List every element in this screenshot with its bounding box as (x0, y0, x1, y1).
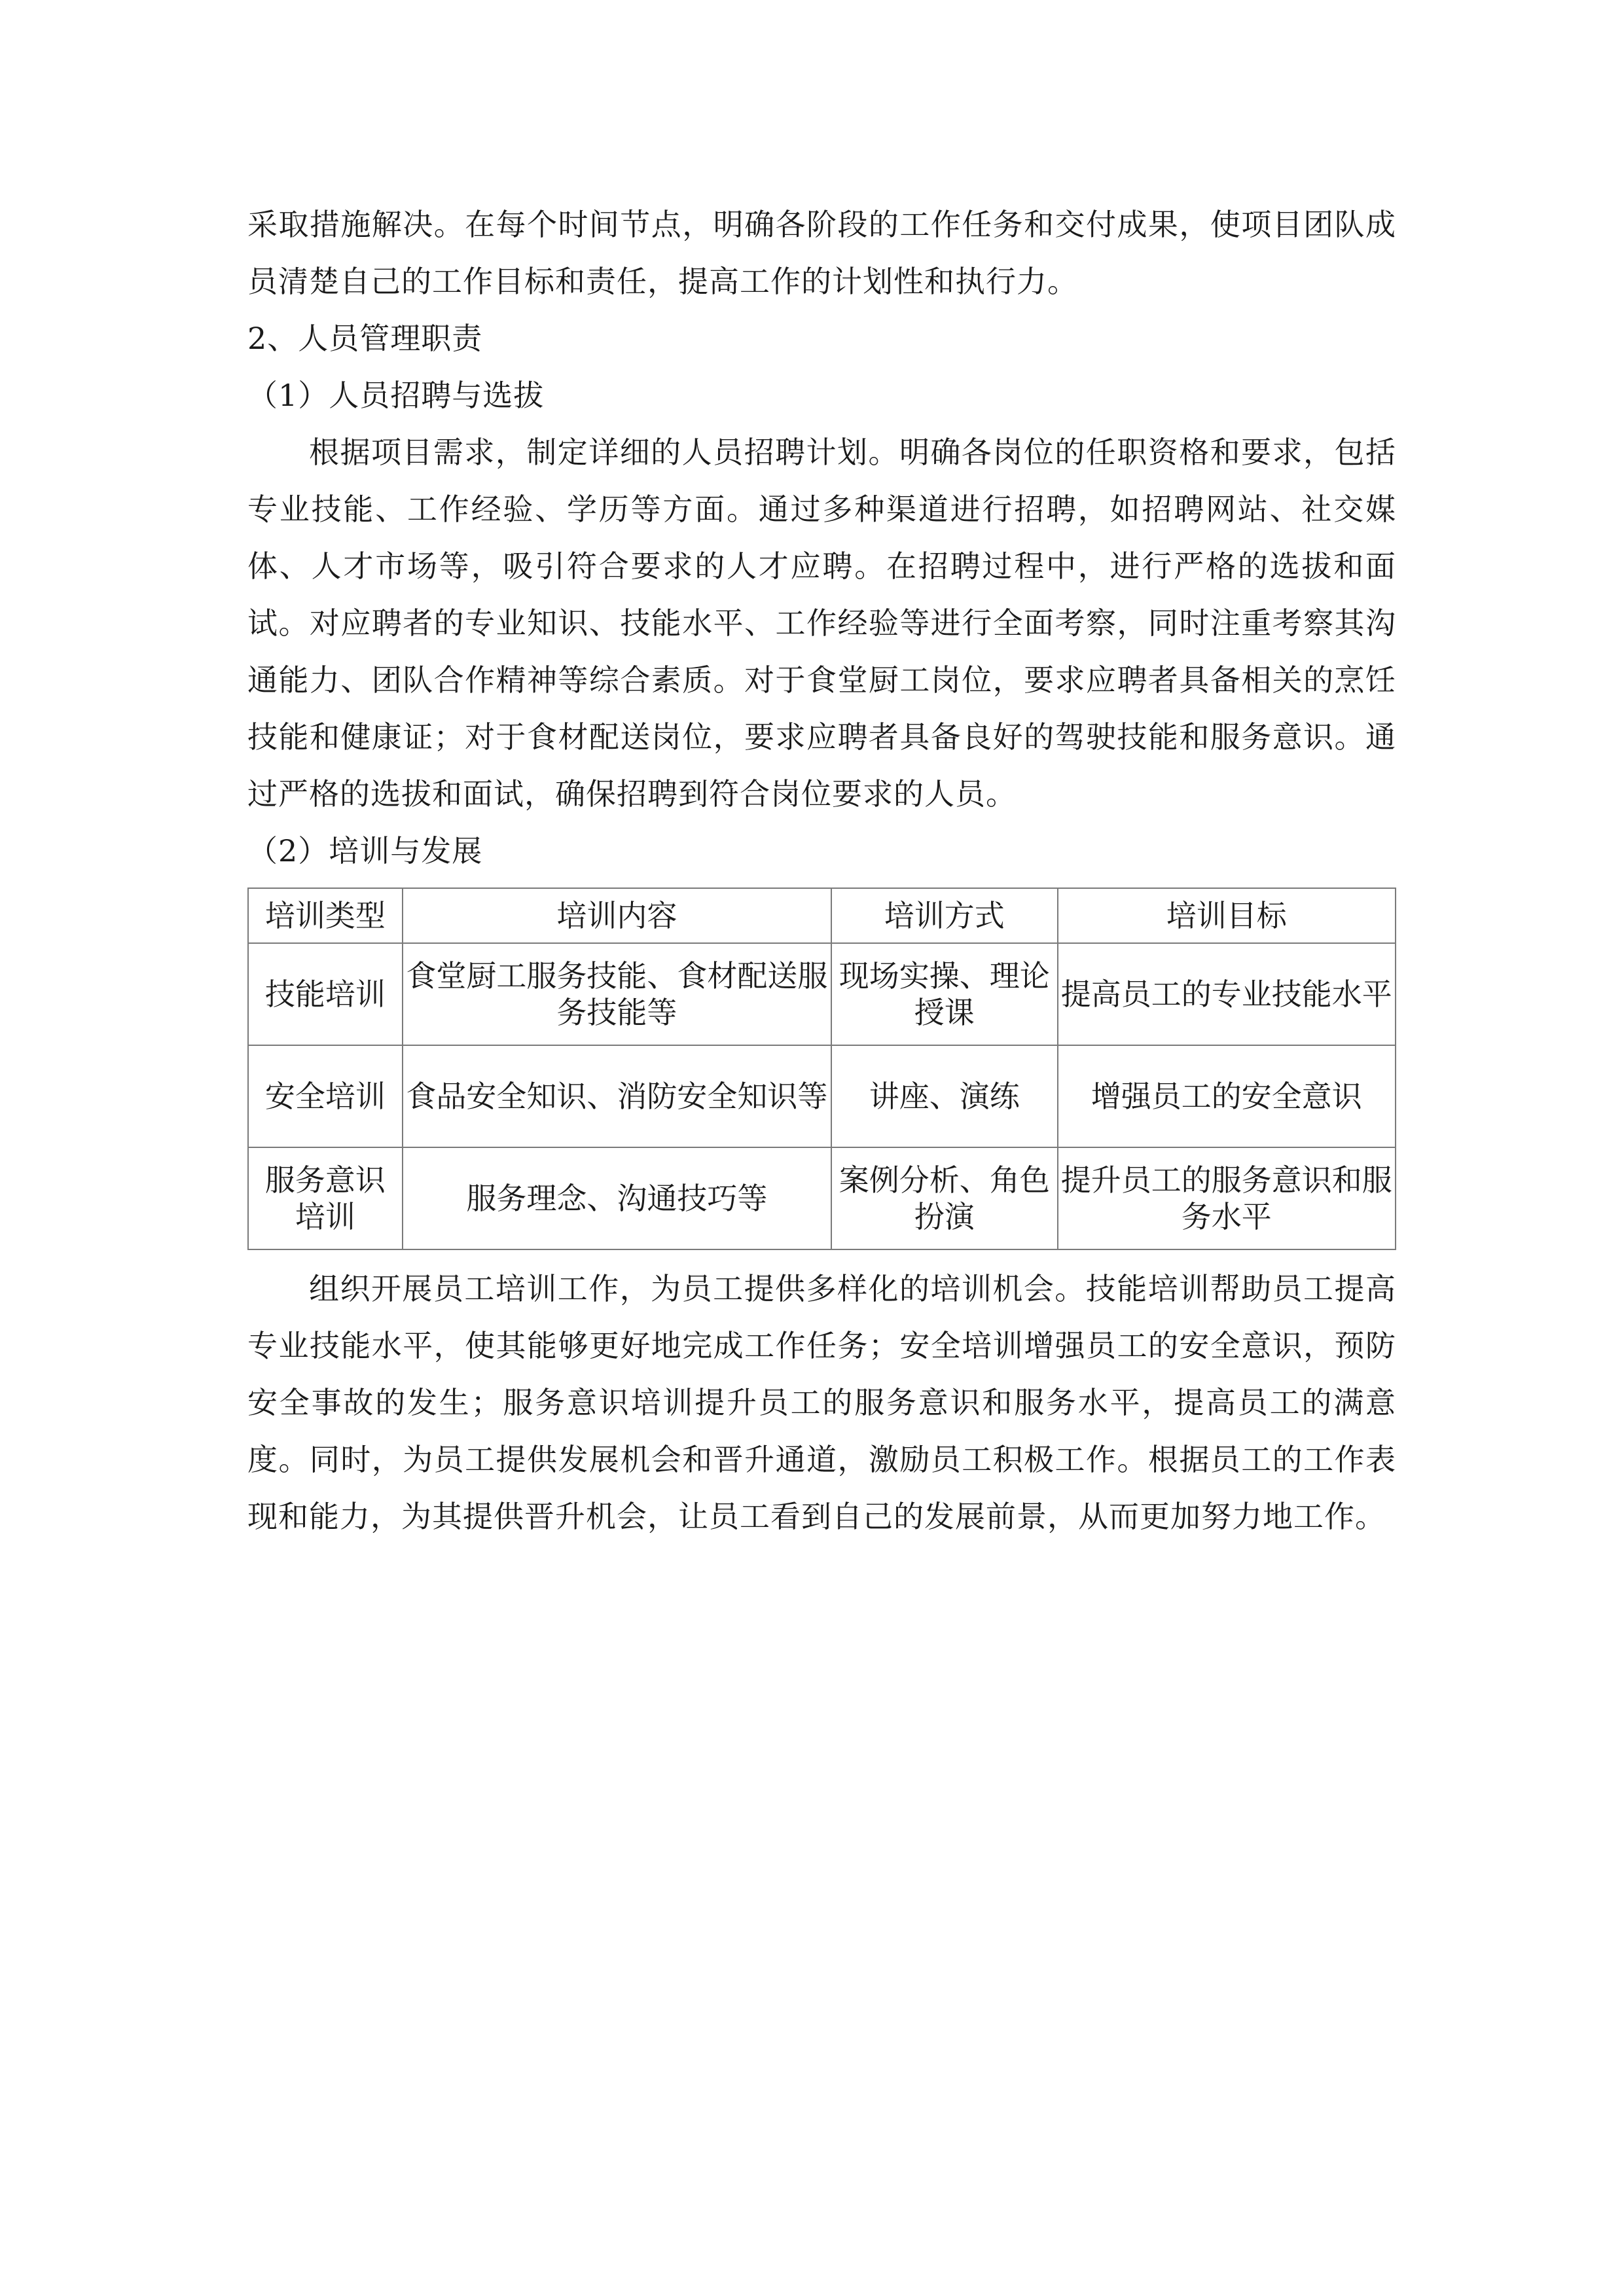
table-cell: 服务意识培训 (248, 1147, 403, 1249)
training-paragraph: 组织开展员工培训工作，为员工提供多样化的培训机会。技能培训帮助员工提高专业技能水平，使其能够更好地完成工作任务；安全培训增强员工的安全意识，预防安全事故的发生；服务意识培训提升员工的服务意识和服务水平，提高员工的满意度。同时，为员工提供发展机会和晋升通道，激励员工积极工作。根据员工的工作表现和能力，为其提供晋升机会，让员工看到自己的发展前景，从而更加努力地工作。 (247, 1271, 1396, 1534)
intro-paragraph: 采取措施解决。在每个时间节点，明确各阶段的工作任务和交付成果，使项目团队成员清楚自己的工作目标和责任，提高工作的计划性和执行力。 (247, 207, 1396, 299)
table-row (248, 1045, 1396, 1147)
recruitment-paragraph: 根据项目需求，制定详细的人员招聘计划。明确各岗位的任职资格和要求，包括专业技能、工作经验、学历等方面。通过多种渠道进行招聘，如招聘网站、社交媒体、人才市场等，吸引符合要求的人才应聘。在招聘过程中，进行严格的选拔和面试。对应聘者的专业知识、技能水平、工作经验等进行全面考察，同时注重考察其沟通能力、团队合作精神等综合素质。对于食堂厨工岗位，要求应聘者具备相关的烹饪技能和健康证；对于食材配送岗位，要求应聘者具备良好的驾驶技能和服务意识。通过严格的选拔和面试，确保招聘到符合岗位要求的人员。 (247, 435, 1396, 812)
table-cell: 技能培训 (248, 943, 403, 1045)
table-cell: 讲座、演练 (831, 1045, 1058, 1147)
table-cell: 案例分析、角色扮演 (831, 1147, 1058, 1249)
section-heading: 2、人员管理职责 (247, 321, 483, 356)
table-header-cell: 培训类型 (248, 888, 403, 943)
subsection-heading-recruitment: （1）人员招聘与选拔 (247, 378, 545, 413)
table-cell: 提升员工的服务意识和服务水平 (1058, 1147, 1396, 1249)
table-header-row (248, 888, 1396, 943)
table-cell: 食堂厨工服务技能、食材配送服务技能等 (403, 943, 831, 1045)
table-cell: 提高员工的专业技能水平 (1058, 943, 1396, 1045)
table-cell: 食品安全知识、消防安全知识等 (403, 1045, 831, 1147)
table-header-cell: 培训目标 (1058, 888, 1396, 943)
table-header-cell: 培训方式 (831, 888, 1058, 943)
table-cell: 现场实操、理论授课 (831, 943, 1058, 1045)
table-cell: 安全培训 (248, 1045, 403, 1147)
training-table (247, 888, 1396, 1250)
table-row (248, 1147, 1396, 1249)
document-page (247, 196, 1396, 1545)
table-header-cell: 培训内容 (403, 888, 831, 943)
table-cell: 服务理念、沟通技巧等 (403, 1147, 831, 1249)
table-row (248, 943, 1396, 1045)
subsection-heading-training: （2）培训与发展 (247, 833, 483, 869)
table-cell: 增强员工的安全意识 (1058, 1045, 1396, 1147)
